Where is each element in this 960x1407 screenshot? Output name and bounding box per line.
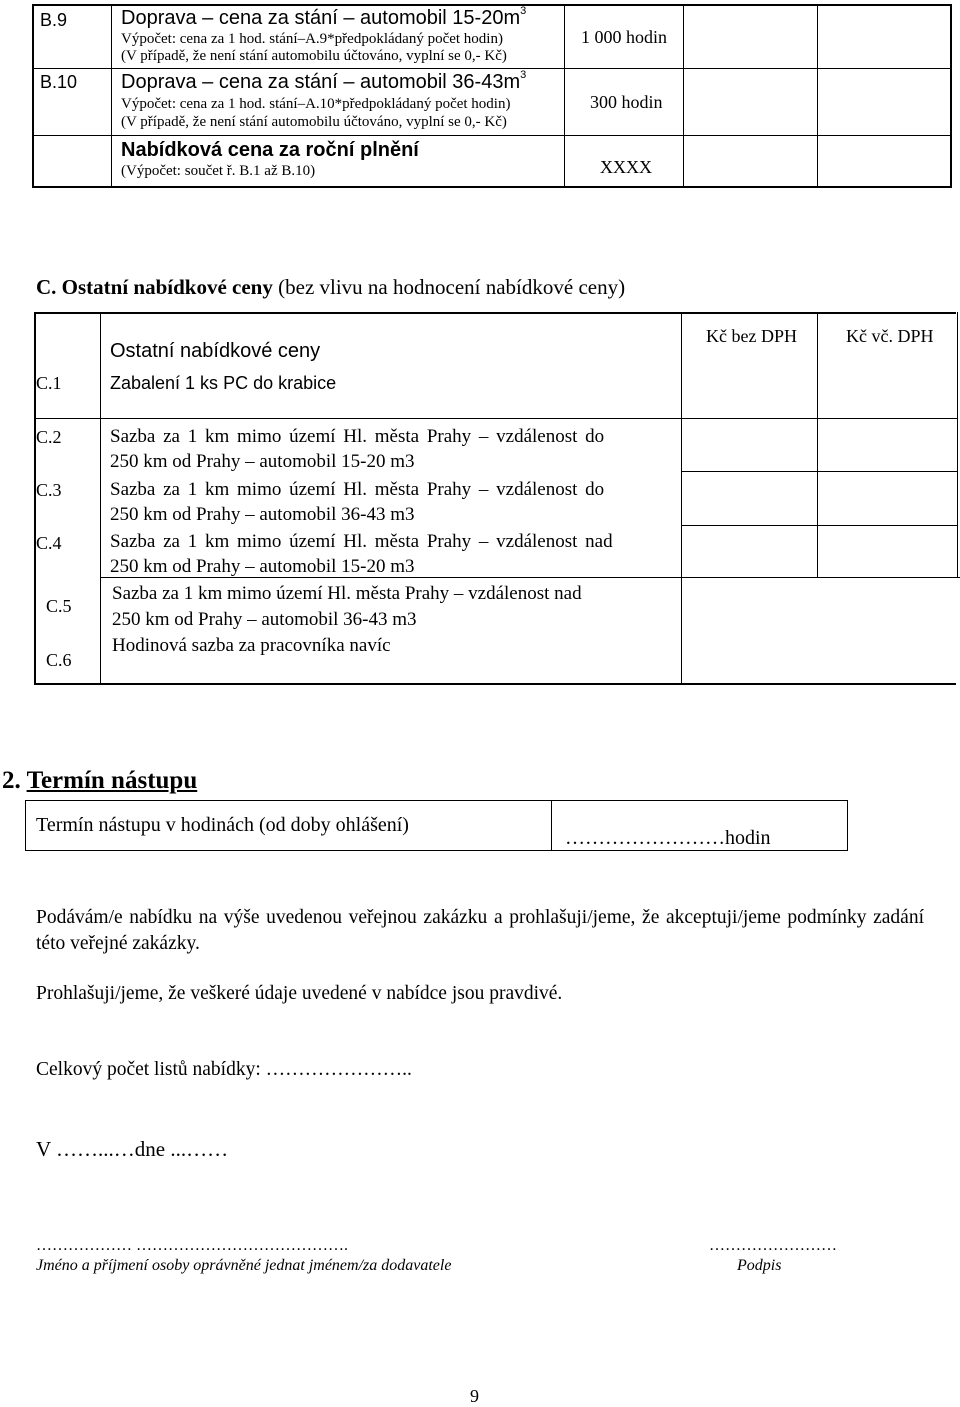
superscript: 3 (520, 69, 527, 81)
row-number: C.4 (36, 533, 62, 553)
column-header-excl-vat: Kč bez DPH (706, 326, 797, 346)
row-note: (V případě, že není stání automobilu účtováno, vyplní se 0,- Kč) (121, 114, 507, 130)
table-c-divider-incl (817, 312, 818, 577)
table-b-divider-col2 (683, 4, 684, 188)
signature-dots-signature: …………………… (709, 1237, 837, 1254)
table-c-row-line (681, 525, 957, 526)
table-b-divider-num (111, 4, 112, 188)
row-text: 250 km od Prahy – automobil 36-43 m3 (112, 609, 417, 630)
row-title-text: Doprava – cena za stání – automobil 36-43m (121, 71, 521, 93)
row-title: Nabídková cena za roční plnění (121, 139, 419, 161)
row-number: C.6 (46, 650, 72, 670)
table-b-row-line (32, 68, 952, 69)
truthfulness-statement: Prohlašuji/jeme, že veškeré údaje uvedené v nabídce jsou pravdivé. (36, 983, 563, 1004)
table-c-divider-num (100, 312, 101, 685)
table-b-row-line (32, 135, 952, 136)
declaration-paragraph: Podávám/e nabídku na výše uvedenou veřejnou zakázku a prohlašuji/jeme, že akceptuji/jeme podmínky zadání této veřejné zakázky. (36, 907, 924, 954)
row-text: Hodinová sazba za pracovníka navíc (112, 635, 391, 656)
row-text: Sazba za 1 km mimo území Hl. města Prahy – vzdálenost do (110, 426, 605, 447)
table-b-divider-value (564, 4, 565, 188)
section-2-heading (2, 767, 197, 795)
section-c-heading-note: (bez vlivu na hodnocení nabídkové ceny) (272, 275, 626, 299)
row-text: Sazba za 1 km mimo území Hl. města Prahy – vzdálenost do (110, 479, 605, 500)
row-value: 1 000 hodin (581, 27, 668, 47)
row-text: 250 km od Prahy – automobil 15-20 m3 (110, 556, 415, 577)
row-number: C.3 (36, 480, 62, 500)
table-b-divider-col3 (817, 4, 818, 188)
signature-label-name: Jméno a příjmení osoby oprávněné jednat jménem/za dodavatele (36, 1257, 452, 1274)
signature-dots-name: ……………… …………………………………. (36, 1237, 348, 1254)
row-number: B.9 (40, 10, 68, 30)
table-c-divider-excl (681, 312, 682, 685)
start-time-label: Termín nástupu v hodinách (od doby ohlášení) (36, 814, 409, 836)
row-text: Sazba za 1 km mimo území Hl. města Prahy – vzdálenost nad (112, 583, 582, 604)
section-2-number: 2. (2, 767, 21, 794)
row-number: C.5 (46, 596, 72, 616)
row-title (121, 71, 526, 94)
row-note: (V případě, že není stání automobilu účtováno, vyplní se 0,- Kč) (121, 48, 507, 64)
section-c-heading (36, 275, 625, 300)
row-calc: Výpočet: cena za 1 hod. stání–A.10*předpokládaný počet hodin) (121, 96, 511, 112)
row-value: 300 hodin (590, 92, 663, 112)
table-c-right-border (957, 312, 958, 577)
row-calc: Výpočet: cena za 1 hod. stání–A.9*předpokládaný počet hodin) (121, 31, 503, 47)
section-c-heading-main: C. Ostatní nabídkové ceny (36, 275, 273, 299)
column-header-incl-vat: Kč vč. DPH (846, 326, 934, 346)
signature-label-signature: Podpis (737, 1257, 782, 1274)
row-value: XXXX (600, 157, 652, 177)
row-number: B.10 (40, 72, 78, 92)
row-number: C.2 (36, 427, 62, 447)
row-title-text: Doprava – cena za stání – automobil 15-20m (121, 7, 521, 29)
row-text: Zabalení 1 ks PC do krabice (110, 373, 337, 393)
row-title (121, 7, 526, 30)
total-sheets-line: Celkový počet listů nabídky: ………………….. (36, 1059, 412, 1080)
row-text: Sazba za 1 km mimo území Hl. města Prahy – vzdálenost nad (110, 531, 613, 552)
row-text: 250 km od Prahy – automobil 36-43 m3 (110, 504, 415, 525)
table-c-row-line (34, 418, 957, 419)
start-time-value: ……………………hodin (565, 827, 771, 849)
start-time-divider (551, 800, 552, 851)
row-calc: (Výpočet: součet ř. B.1 až B.10) (121, 163, 316, 179)
place-date-line: V ……...…dne ...…… (36, 1137, 229, 1161)
page-number: 9 (470, 1386, 479, 1406)
row-number: C.1 (36, 373, 62, 393)
row-text: 250 km od Prahy – automobil 15-20 m3 (110, 451, 415, 472)
superscript: 3 (520, 5, 527, 17)
section-2-title: Termín nástupu (26, 767, 198, 794)
table-c-title: Ostatní nabídkové ceny (110, 340, 321, 362)
table-c-row-line (681, 471, 957, 472)
